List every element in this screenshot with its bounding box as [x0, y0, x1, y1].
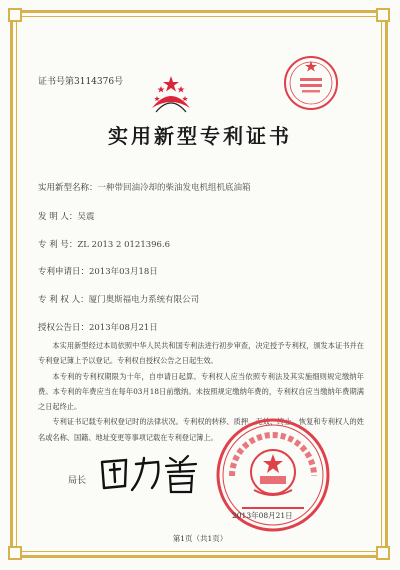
field-label: 发 明 人：: [38, 212, 78, 222]
body-paragraph: 专利证书记载专利权登记时的法律状况。专利权的转移、质押、无效、终止、恢复和专利权人的姓名或名称、国籍、地址变更等事项记载在专利登记簿上。: [38, 417, 364, 442]
field-value: 一种带回油冷却的柴油发电机组机底油箱: [97, 183, 251, 193]
field-utility-model-name: [38, 181, 251, 193]
field-label: 专 利 权 人：: [38, 295, 89, 305]
field-label: 授权公告日：: [38, 323, 90, 333]
seal-date: 2013年08月21日: [232, 511, 293, 520]
certificate-number: 证书号第3114376号: [38, 77, 124, 87]
field-patent-number: [38, 238, 170, 250]
stamp-icon: [282, 54, 340, 112]
field-label: 专利申请日：: [38, 267, 90, 277]
field-label: 专 利 号：: [38, 240, 78, 250]
field-value: 2013年03月18日: [89, 267, 158, 277]
corner-ornament: [8, 546, 22, 560]
corner-ornament: [8, 8, 22, 22]
emblem-icon: [148, 74, 194, 116]
page-number: 第1页（共1页）: [172, 534, 228, 543]
director-signature: [96, 448, 206, 496]
field-value: 吴震: [77, 212, 95, 222]
certificate-title: 实用新型专利证书: [108, 124, 292, 148]
field-inventor: [38, 210, 94, 222]
body-paragraph: 本专利的专利权期限为十年，自申请日起算。专利权人应当依照专利法及其实施细则规定缴纳年费。本专利的年费应当在每年03月18日前缴纳。未按照规定缴纳年费的，专利权自应当缴纳年费期满之日起终止。: [38, 371, 364, 412]
field-application-date: [38, 265, 158, 277]
director-label: 局长: [68, 476, 87, 486]
field-value: 2013年08月21日: [89, 323, 158, 333]
corner-ornament: [376, 8, 390, 22]
field-patentee: [38, 293, 199, 305]
field-grant-date: [38, 321, 158, 333]
body-paragraph: 本实用新型经过本局依照中华人民共和国专利法进行初步审查，决定授予专利权，颁发本证书并在专利登记簿上予以登记。专利权自授权公告之日起生效。: [38, 341, 364, 366]
field-value: ZL 2013 2 0121396.6: [77, 240, 171, 250]
field-value: 厦门奥斯福电力系统有限公司: [88, 295, 200, 305]
corner-ornament: [376, 546, 390, 560]
field-label: 实用新型名称：: [38, 183, 98, 193]
